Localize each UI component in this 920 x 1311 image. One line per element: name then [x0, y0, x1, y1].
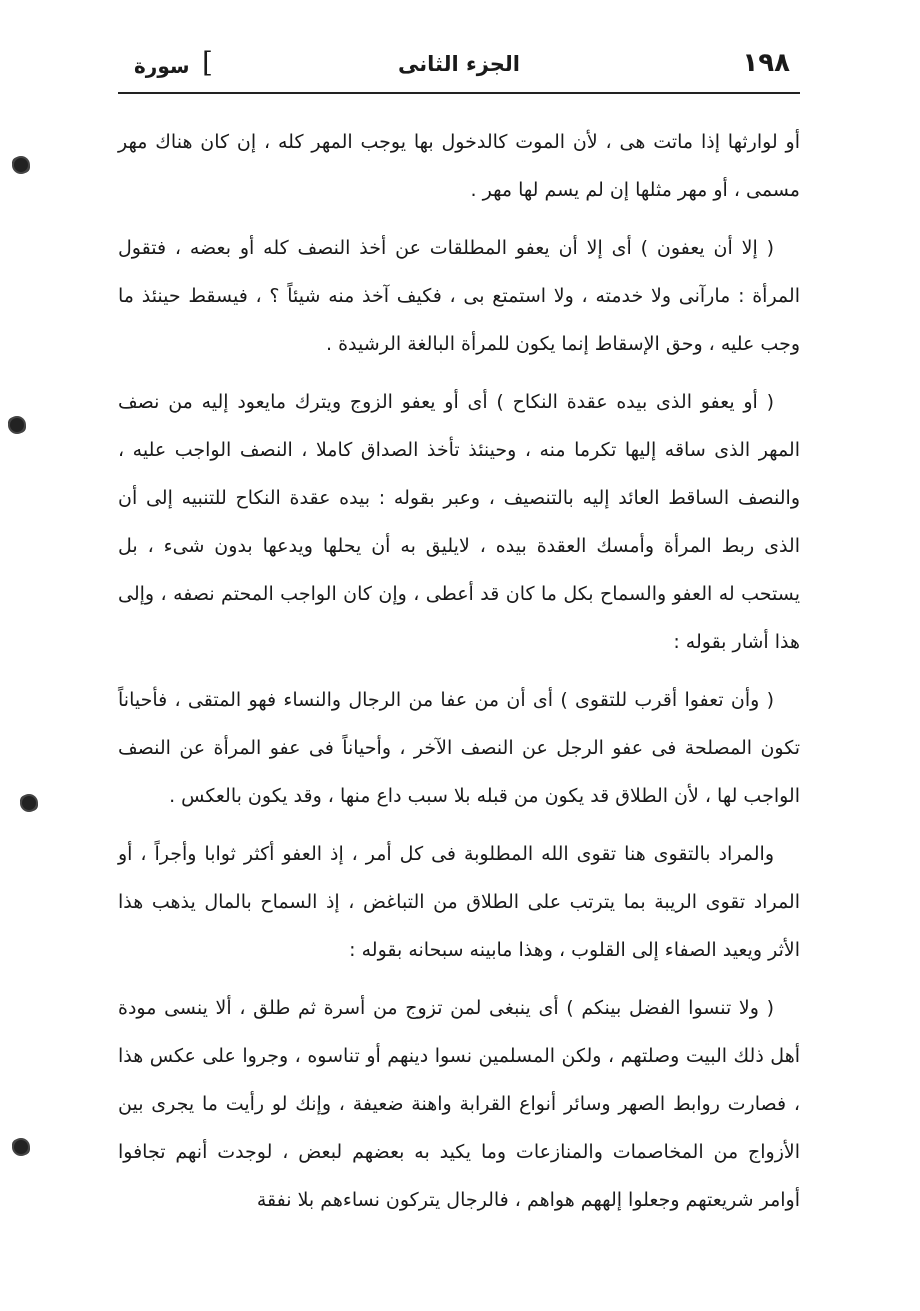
paragraph-1: أو لوارثها إذا ماتت هى ، لأن الموت كالدخول بها يوجب المهر كله ، إن كان هناك مهر مسمى ، أو مهر مثلها إن لم يسم لها مهر .: [118, 131, 800, 201]
paragraph-4: ( وأن تعفوا أقرب للتقوى ) أى أن من عفا من الرجال والنساء فهو المتقى ، فأحياناً تكون المصلحة فى عفو الرجل عن النصف الآخر ، وأحياناً فى عفو المرأة عن النصف الواجب لها ، لأن الطلاق قد يكون من قبله بلا سبب داع منها ، وقد يكون بالعكس .: [118, 689, 800, 807]
paragraph-3: ( أو يعفو الذى بيده عقدة النكاح ) أى أو يعفو الزوج ويترك مايعود إليه من نصف المهر الذى ساقه إليها تكرما منه ، وحينئذ تأخذ الصداق كاملا ، النصف الواجب عليه ، والنصف الساقط العائد إليه بالتنصيف ، وعبر بقوله : بيده عقدة النكاح للتنبيه إلى أن الذى ربط المرأة وأمسك العقدة بيده ، لايليق به أن يحلها ويدعها بدون شىء ، بل يستحب له العفو والسماح بكل ما كان قد أعطى ، وإن كان الواجب المحتم نصفه ، وإلى هذا أشار بقوله :: [118, 391, 800, 653]
paragraph-5: والمراد بالتقوى هنا تقوى الله المطلوبة فى كل أمر ، إذ العفو أكثر ثوابا وأجراً ، أو المراد تقوى الريبة بما يترتب على الطلاق من التباغض ، إذ السماح بالمال يذهب هذا الأثر ويعيد الصفاء إلى القلوب ، وهذا مابينه سبحانه بقوله :: [118, 843, 800, 961]
page-number: ١٩٨: [742, 48, 790, 78]
paragraph-2: ( إلا أن يعفون ) أى إلا أن يعفو المطلقات عن أخذ النصف كله أو بعضه ، فتقول المرأة : مارآنى ولا خدمته ، ولا استمتع بى ، فكيف آخذ منه شيئاً ؟ ، فيسقط حينئذ ما وجب عليه ، وحق الإسقاط إنما يكون للمرأة البالغة الرشيدة .: [118, 237, 800, 355]
running-title: الجزء الثانى: [397, 52, 520, 76]
page-header: [118, 42, 800, 94]
paragraph-6: ( ولا تنسوا الفضل بينكم ) أى ينبغى لمن تزوج من أسرة ثم طلق ، ألا ينسى مودة أهل ذلك البيت وصلتهم ، ولكن المسلمين نسوا دينهم أو تناسوه ، وجروا على عكس هذا ، فصارت روابط الصهر وسائر أنواع القرابة واهنة ضعيفة ، وإنك لو رأيت ما يجرى بين الأزواج من المخاصمات والمنازعات وما يكيد به بعضهم لبعض ، لوجدت أنهم تجافوا أوامر شريعتهم وجعلوا إلههم هواهم ، فالرجال يتركون نساءهم بلا نفقة: [118, 997, 800, 1211]
margin-ink-mark: [22, 796, 36, 810]
surah-label: سورة: [134, 54, 190, 78]
body-text: [118, 118, 800, 1234]
header-bracket: [: [202, 46, 213, 79]
margin-ink-mark: [10, 418, 24, 432]
margin-ink-mark: [14, 158, 28, 172]
margin-ink-mark: [14, 1140, 28, 1154]
